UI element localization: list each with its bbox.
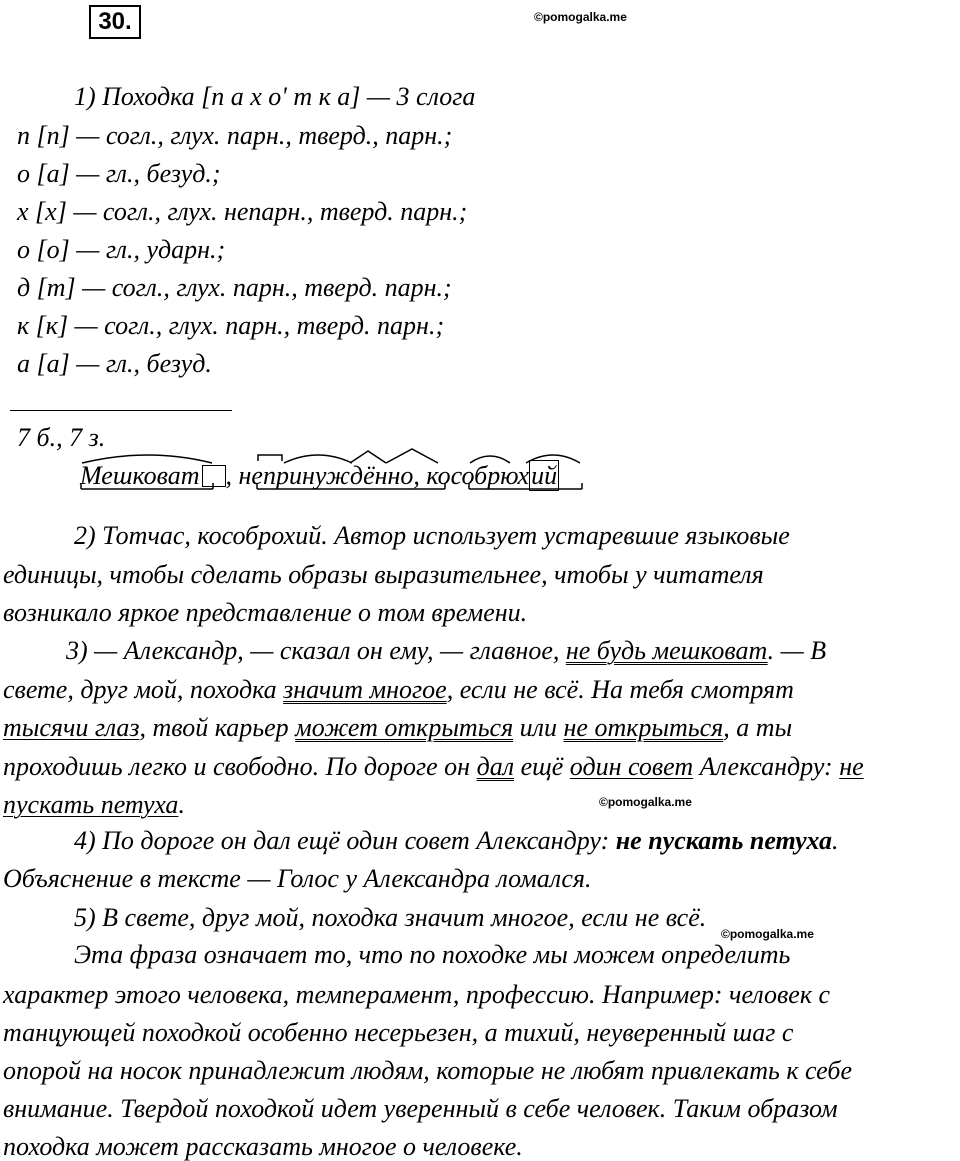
answer-2-line: единицы, чтобы сделать образы выразительнее, чтобы у читателя	[3, 560, 764, 589]
answer-4-line: Объяснение в тексте — Голос у Александра ломался.	[3, 864, 592, 893]
morpheme-word-3-root2: брюх	[474, 461, 530, 490]
morpheme-word-3-ending: ий	[531, 461, 558, 490]
morpheme-word-1: Мешковат	[80, 461, 200, 490]
attribute-underline: не	[839, 752, 864, 781]
phonetic-line: а [а] — гл., безуд.	[17, 349, 212, 378]
bold-phrase: не пускать петуха	[615, 826, 832, 855]
root-arc	[82, 455, 212, 463]
suffix-mark	[386, 449, 438, 463]
answer-3-line: пускать петуха.	[3, 790, 185, 819]
answer-5-line: опорой на носок принадлежит людям, которые не любят привлекать к себе	[3, 1056, 852, 1085]
phonetic-heading: 1) Походка [п а х о' т к а] — 3 слога	[74, 82, 476, 111]
subject-underline: тысячи глаз	[3, 713, 140, 742]
answer-3-line: 3) — Александр, — сказал он ему, — главное, не будь мешковат. — В	[66, 636, 827, 665]
root-arc	[284, 455, 352, 463]
root-arc	[470, 456, 510, 463]
phonetic-summary: 7 б., 7 з.	[17, 423, 106, 452]
exercise-number: 30.	[89, 5, 141, 39]
phonetic-line: о [а] — гл., безуд.;	[17, 159, 221, 188]
morpheme-word-2: непринуждённо	[238, 461, 414, 490]
suffix-mark	[350, 451, 386, 463]
phonetic-line: х [х] — согл., глух. непарн., тверд. парн.;	[17, 197, 468, 226]
watermark-bottom: ©pomogalka.me	[721, 927, 814, 941]
predicate-underline: может открыться	[295, 713, 514, 742]
answer-5-line: походка может рассказать многое о человеке.	[3, 1132, 523, 1161]
phonetic-line: п [п] — согл., глух. парн., тверд., парн.;	[17, 121, 453, 150]
answer-5-line: внимание. Твердой походкой идет уверенный в себе человек. Таким образом	[3, 1094, 838, 1123]
phonetic-line: о [о] — гл., ударн.;	[17, 235, 226, 264]
answer-2-line: возникало яркое представление о том времени.	[3, 598, 528, 627]
prefix-mark	[258, 455, 282, 461]
answer-3-line: свете, друг мой, походка значит многое, если не всё. На тебя смотрят	[3, 675, 794, 704]
separator: ,	[413, 461, 427, 490]
answer-3-line: тысячи глаз, твой карьер может открыться или не открыться, а ты	[3, 713, 793, 742]
object-underline: один совет	[569, 752, 694, 781]
answer-2-line: 2) Тотчас, кособрохий. Автор использует устаревшие языковые	[74, 521, 790, 550]
root-arc	[526, 455, 580, 463]
predicate-underline: значит многое	[283, 675, 447, 704]
predicate-underline: не открыться	[563, 713, 724, 742]
predicate-underline: дал	[476, 752, 515, 781]
morpheme-markup	[0, 445, 960, 495]
phonetic-line: д [т] — согл., глух. парн., тверд. парн.;	[17, 273, 452, 302]
answer-4-line: 4) По дороге он дал ещё один совет Александру: не пускать петуха.	[74, 826, 839, 855]
answer-5-line: танцующей походкой особенно несерьезен, а тихий, неуверенный шаг с	[3, 1018, 794, 1047]
answer-5-line: характер этого человека, темперамент, профессию. Например: человек с	[3, 980, 831, 1009]
separator: ,	[225, 461, 239, 490]
attribute-underline: пускать петуха	[3, 790, 179, 819]
answer-5-line: Эта фраза означает то, что по походке мы можем определить	[74, 940, 791, 969]
predicate-underline: не будь мешковат	[565, 636, 768, 665]
morpheme-word-3-root1: косо	[426, 461, 475, 490]
divider-rule	[10, 410, 232, 411]
phonetic-line: к [к] — согл., глух. парн., тверд. парн.;	[17, 311, 445, 340]
answer-3-line: проходишь легко и свободно. По дороге он дал ещё один совет Александру: не	[3, 752, 864, 781]
watermark-top: ©pomogalka.me	[534, 10, 627, 24]
watermark-middle: ©pomogalka.me	[599, 795, 692, 809]
answer-5-line: 5) В свете, друг мой, походка значит многое, если не всё.	[74, 903, 707, 932]
